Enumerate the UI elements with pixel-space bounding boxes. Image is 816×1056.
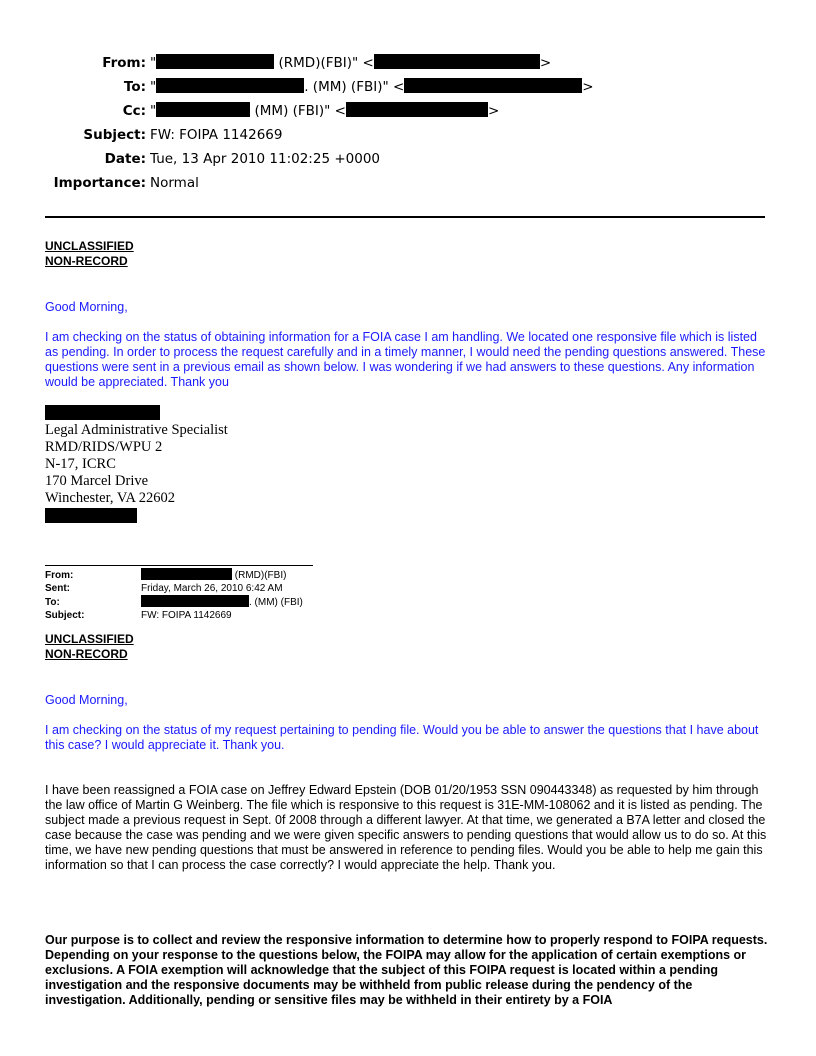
to-text: . (MM) (FBI)" < xyxy=(304,79,405,95)
record-label: NON-RECORD xyxy=(45,254,128,268)
redaction-block xyxy=(346,102,488,117)
purpose-paragraph: Our purpose is to collect and review the responsive information to determine how to properly respond to FOIPA requests. Depending on your response to the questions below, the FOIPA may allow for the application of certain exemptions or exclusions. A FOIA exemption will acknowledge that the subject of this FOIPA request is located within a pending investigation and the responsive documents may be withheld from public release during the pendency of the investigation. Additionally, pending or sensitive files may be withheld in their entirety by a FOIA xyxy=(45,933,768,1007)
greeting-2: Good Morning, xyxy=(45,693,128,707)
from-end: > xyxy=(539,55,552,71)
forward-divider xyxy=(45,565,313,566)
signature-title: Legal Administrative Specialist xyxy=(45,422,228,438)
header-date-row xyxy=(40,150,600,168)
header-to-row xyxy=(40,78,600,96)
classification-banner xyxy=(45,239,134,269)
importance-value: Normal xyxy=(150,175,199,191)
date-value: Tue, 13 Apr 2010 11:02:25 +0000 xyxy=(150,151,380,167)
fwd-sent-value: Friday, March 26, 2010 6:42 AM xyxy=(141,583,283,594)
redaction-block xyxy=(156,78,304,93)
signature-unit: RMD/RIDS/WPU 2 xyxy=(45,439,163,455)
fwd-to-label: To: xyxy=(45,597,60,608)
cc-end: > xyxy=(487,103,500,119)
subject-value: FW: FOIPA 1142669 xyxy=(150,127,283,143)
from-text: (RMD)(FBI)" < xyxy=(274,55,374,71)
email-body: I am checking on the status of obtaining information for a FOIA case I am handling. We located one responsive file which is listed as pending. In order to process the request carefully and in a timely manner, I would need the pending questions answered. These questions were sent in a previous email as shown below. I was wondering if we had answers to these questions. Any information would be appreciated. Thank you xyxy=(45,330,766,389)
header-subject-row xyxy=(40,126,600,144)
fwd-subject-row xyxy=(45,609,365,622)
importance-label: Importance: xyxy=(53,175,146,191)
redaction-block xyxy=(404,78,582,93)
header-cc-row xyxy=(40,102,600,120)
fwd-sent-label: Sent: xyxy=(45,583,70,594)
redaction-block xyxy=(141,595,249,607)
fwd-sent-row xyxy=(45,582,365,595)
redacted-name xyxy=(45,405,160,420)
from-quote: " xyxy=(150,55,157,71)
redacted-phone xyxy=(45,508,137,523)
email-body-2: I am checking on the status of my request pertaining to pending file. Would you be able to answer the questions that I have about this case? I would appreciate it. Thank you. xyxy=(45,723,759,752)
header-from-row xyxy=(40,54,600,72)
fwd-to-value: . (MM) (FBI) xyxy=(249,597,303,608)
cc-quote: " xyxy=(150,103,157,119)
from-label: From: xyxy=(102,55,146,71)
fwd-subject-label: Subject: xyxy=(45,610,85,621)
to-end: > xyxy=(582,79,594,95)
subject-label: Subject: xyxy=(83,127,146,143)
classification-label: UNCLASSIFIED xyxy=(45,239,134,253)
fwd-from-row xyxy=(45,568,365,582)
fwd-subject-value: FW: FOIPA 1142669 xyxy=(141,610,232,621)
header-divider xyxy=(45,216,765,218)
classification-label: UNCLASSIFIED xyxy=(45,632,134,646)
signature-room: N-17, ICRC xyxy=(45,456,116,472)
to-label: To: xyxy=(123,79,146,95)
fwd-from-label: From: xyxy=(45,570,74,581)
forwarded-header xyxy=(45,568,365,622)
fwd-from-value: (RMD)(FBI) xyxy=(232,570,287,581)
redaction-block xyxy=(156,54,274,69)
date-label: Date: xyxy=(104,151,146,167)
record-label: NON-RECORD xyxy=(45,647,128,661)
fwd-to-row xyxy=(45,595,365,609)
redaction-block xyxy=(141,568,232,580)
case-paragraph: I have been reassigned a FOIA case on Jeffrey Edward Epstein (DOB 01/20/1953 SSN 090443348) as requested by him through the law office of Martin G Weinberg. The file which is responsive to this request is 31E-MM-108062 and it is listed as pending. The subject made a previous request in Sept. 0f 2008 through a different lawyer. At that time, we generated a B7A letter and closed the case because the case was pending and we were given specific answers to pending questions that would allow us to do so. At this time, we have new pending questions that must be answered in reference to pending files. Would you be able to help me gain this information so that I can process the case correctly? I would appreciate the help. Thank you. xyxy=(45,783,767,872)
cc-label: Cc: xyxy=(122,103,146,119)
header-importance-row xyxy=(40,174,600,192)
greeting: Good Morning, xyxy=(45,300,128,314)
signature-block xyxy=(45,422,228,507)
classification-banner-2 xyxy=(45,632,134,662)
redaction-block xyxy=(374,54,540,69)
signature-city: Winchester, VA 22602 xyxy=(45,490,175,506)
to-quote: " xyxy=(150,79,157,95)
signature-street: 170 Marcel Drive xyxy=(45,473,149,489)
cc-text: (MM) (FBI)" < xyxy=(250,103,346,119)
redaction-block xyxy=(156,102,250,117)
